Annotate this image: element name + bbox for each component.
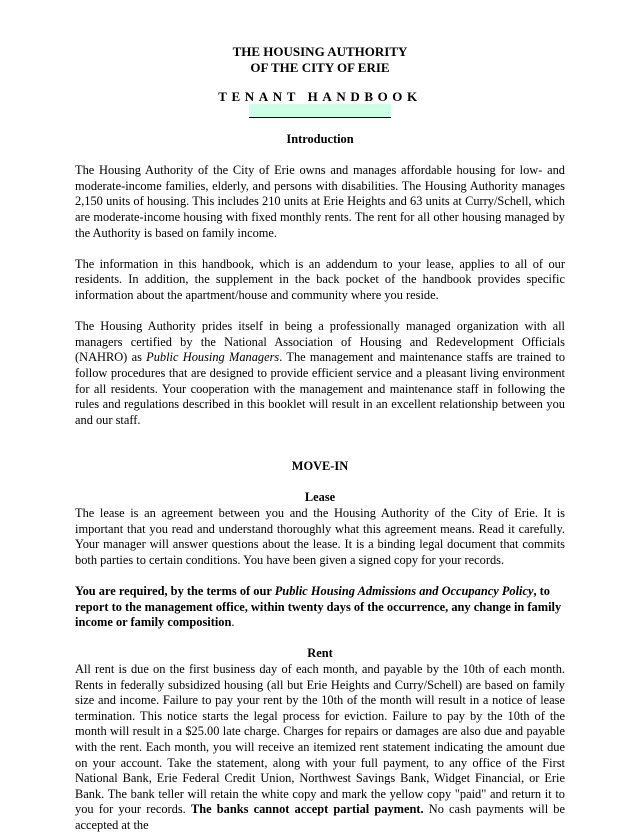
handbook-heading: TENANT HANDBOOK — [218, 89, 422, 104]
intro-paragraph-3: The Housing Authority prides itself in being a professionally managed organization with all managers certified by the National Association of Housing and Redevelopment Officials (NAHRO) as Public Housing Managers. The management and maintenance staffs are trained to follow procedures that are designed to provide efficient service and a pleasant living environment for all residents. Your cooperation with the management and maintenance staff in following the rules and regulations described in this booklet will result in an excellent relationship between you and our staff. — [75, 319, 566, 427]
document-title — [0, 44, 640, 76]
rent-heading: Rent — [307, 646, 333, 661]
move-in-heading: MOVE-IN — [291, 459, 349, 474]
highlight-bar — [249, 104, 391, 118]
intro-paragraph-1: The Housing Authority of the City of Erie owns and manages affordable housing for low- and moderate-income families, elderly, and persons with disabilities. The Housing Authority manages 2,150 units of housing. This includes 210 units at Erie Heights and 63 units at Curry/Schell, which are moderate-income housing with fixed monthly rents. The rent for all other housing managed by the Authority is based on family income. — [75, 163, 565, 240]
requirement-paragraph: You are required, by the terms of our Public Housing Admissions and Occupancy Policy, to report to the management office, within twenty days of the occurrence, any change in family income or family composition. — [75, 584, 562, 630]
intro-paragraph-2: The information in this handbook, which is an addendum to your lease, applies to all of our residents. In addition, the supplement in the back pocket of the handbook provides specific information about the apartment/house and community where you reside. — [75, 256, 565, 302]
intro-heading: Introduction — [286, 132, 354, 146]
lease-heading: Lease — [304, 490, 336, 505]
title-line-2: OF THE CITY OF ERIE — [250, 60, 390, 75]
rent-paragraph: All rent is due on the first business day of each month, and payable by the 10th of each month. Rents in federally subsidized housing (all but Erie Heights and Curry/Schell) are based on family size and income. Failure to pay your rent by the 10th of the month will result in a notice of lease termination. This notice starts the legal process for eviction. Failure to pay by the 10th of the month will result in a $25.00 late charge. Charges for repairs or damages are also due and payable with the rent. Each month, you will receive an itemized rent statement indicating the amount due on your account. Take the statement, along with your full payment, to any office of the First National Bank, Erie Federal Credit Union, Northwest Savings Bank, Widget Financial, or Erie Bank. The bank teller will retain the white copy and mark the yellow copy "paid" and return it to you for your records. The banks cannot accept partial payment. No cash payments will be accepted at the — [75, 662, 565, 832]
lease-paragraph: The lease is an agreement between you and the Housing Authority of the City of Erie. It is important that you read and understand thoroughly what this agreement means. Read it carefully. Your manager will answer questions about the lease. It is a binding legal document that commits both parties to certain conditions. You have been given a signed copy for your records. — [75, 506, 565, 567]
title-line-1: THE HOUSING AUTHORITY — [232, 44, 408, 59]
document-body — [75, 132, 565, 834]
